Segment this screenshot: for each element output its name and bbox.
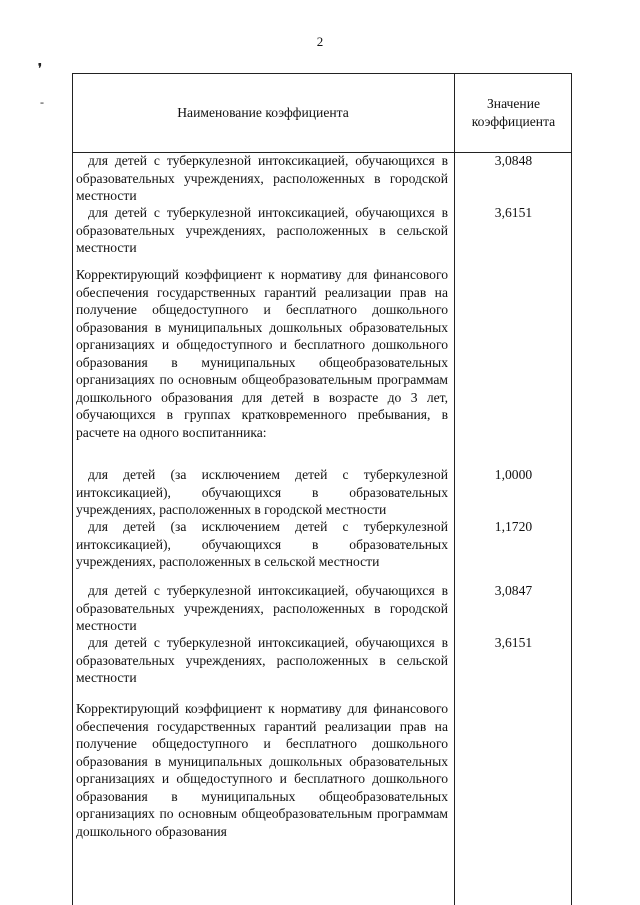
header-name-column: Наименование коэффициента [177, 104, 349, 120]
scan-mark: - [40, 95, 44, 109]
column-divider [454, 73, 455, 905]
table-row-value: 3,6151 [494, 635, 533, 650]
table-row-value: 3,0848 [494, 153, 533, 168]
page-number: 2 [316, 34, 324, 49]
table-row-text: Корректирующий коэффициент к нормативу для финансового обеспечения государственных гарантий реализации прав на получение общедоступного и бесплатного дошкольного образования в муниципальных дошкольных образовательных организациях и общедоступного и бесплатного дошкольного образования в муниципальных общеобразовательных организациях по основным общеобразовательным программам дошкольного образования [76, 701, 448, 839]
table-row-text: для детей (за исключением детей с туберкулезной интоксикацией), обучающихся в образовательных учреждениях, расположенных в городской местности [76, 467, 448, 517]
table-row-text: Корректирующий коэффициент к нормативу для финансового обеспечения государственных гарантий реализации прав на получение общедоступного и бесплатного дошкольного образования в муниципальных дошкольных образовательных организациях и общедоступного и бесплатного дошкольного образования в муниципальных общеобразовательных организациях по основным общеобразовательным программам дошкольного образования для детей в возрасте до 3 лет, обучающихся в группах кратковременного пребывания, в расчете на одного воспитанника: [76, 267, 448, 440]
header-value-label: Значение коэффициента [471, 95, 556, 129]
table-row-text: для детей с туберкулезной интоксикацией, обучающихся в образовательных учреждениях, расположенных в городской местности [76, 583, 448, 633]
table-row-value: 3,0847 [494, 583, 533, 598]
table-row-text: для детей с туберкулезной интоксикацией, обучающихся в образовательных учреждениях, расположенных в сельской местности [76, 635, 448, 685]
table-row-text: для детей с туберкулезной интоксикацией, обучающихся в образовательных учреждениях, расположенных в городской местности [76, 153, 448, 203]
table-row-text: для детей с туберкулезной интоксикацией, обучающихся в образовательных учреждениях, расположенных в сельской местности [76, 205, 448, 255]
table-row-value: 3,6151 [494, 205, 533, 220]
table-row-value: 1,0000 [494, 467, 533, 482]
table-row-value: 1,1720 [494, 519, 533, 534]
scan-mark: ❜ [38, 61, 42, 75]
table-row-text: для детей (за исключением детей с туберкулезной интоксикацией), обучающихся в образовательных учреждениях, расположенных в сельской местности [76, 519, 448, 569]
header-value-column [455, 73, 572, 152]
